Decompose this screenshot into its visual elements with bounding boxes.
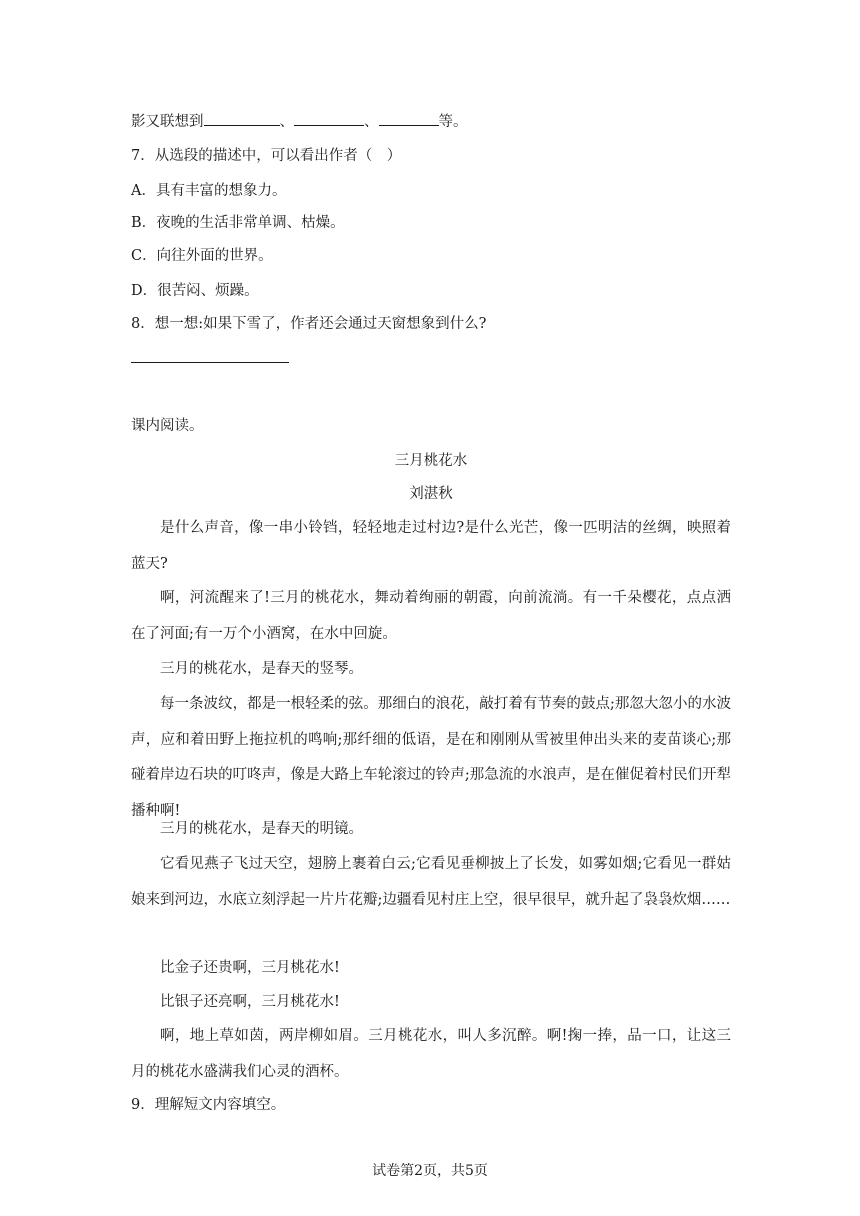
q6-tail-line — [131, 111, 468, 132]
q7-stem: 7．从选段的描述中，可以看出作者（ ） — [131, 148, 402, 164]
q7-option-d: D．很苦闷、烦躁。 — [131, 283, 259, 299]
article-paragraph-9: 啊，地上草如茵，两岸柳如眉。三月桃花水，叫人多沉醉。啊!掬一捧，品一口，让这三月的桃花水盛满我们心灵的酒杯。 — [131, 1028, 731, 1080]
article-title: 三月桃花水 — [394, 453, 468, 469]
q6-suffix: 等。 — [438, 114, 468, 130]
article-paragraph-4: 每一条波纹，都是一根轻柔的弦。那细白的浪花，敲打着有节奏的鼓点;那忽大忽小的水波声，应和着田野上拖拉机的鸣响;那纤细的低语，是在和刚刚从雪被里伸出头来的麦苗谈心;那碰着岸边石块的叮咚声，像是大路上车轮滚过的铃声;那急流的水浪声，是在催促着村民们开犁播种啊! — [131, 696, 731, 819]
article-author: 刘湛秋 — [409, 486, 453, 502]
q9-stem: 9．理解短文内容填空。 — [131, 1097, 286, 1113]
article-paragraph-8: 比银子还亮啊，三月桃花水! — [160, 994, 340, 1010]
q6-prefix: 影又联想到 — [131, 114, 204, 130]
q7-option-b: B．夜晚的生活非常单调、枯燥。 — [131, 215, 345, 231]
q6-sep1: 、 — [279, 114, 294, 130]
article-paragraph-6: 它看见燕子飞过天空，翅膀上裹着白云;它看见垂柳披上了长发，如雾如烟;它看见一群姑娘来到河边，水底立刻浮起一片片花瓣;边疆看见村庄上空，很早很早，就升起了袅袅炊烟…… — [131, 856, 731, 908]
q8-stem: 8．想一想:如果下雪了，作者还会通过天窗想象到什么? — [131, 316, 487, 332]
article-paragraph-7: 比金子还贵啊，三月桃花水! — [160, 960, 340, 976]
page-footer: 试卷第2页，共5页 — [372, 1163, 488, 1179]
article-paragraph-2: 啊，河流醒来了!三月的桃花水，舞动着绚丽的朝霞，向前流淌。有一千朵樱花，点点洒在了河面;有一万个小酒窝，在水中回旋。 — [131, 590, 731, 642]
article-paragraph-1: 是什么声音，像一串小铃铛，轻轻地走过村边?是什么光芒，像一匹明洁的丝绸，映照着蓝天? — [131, 520, 731, 572]
answer-blank-3[interactable] — [379, 111, 439, 126]
answer-blank-1[interactable] — [204, 111, 280, 126]
section-label: 课内阅读。 — [131, 418, 204, 434]
q7-option-a: A．具有丰富的想象力。 — [131, 183, 287, 199]
q6-sep2: 、 — [364, 114, 379, 130]
article-paragraph-3: 三月的桃花水，是春天的竖琴。 — [160, 661, 363, 677]
q8-answer-line[interactable] — [131, 362, 289, 363]
answer-blank-2[interactable] — [294, 111, 364, 126]
q7-option-c: C．向往外面的世界。 — [131, 248, 273, 264]
article-paragraph-5: 三月的桃花水，是春天的明镜。 — [160, 821, 363, 837]
